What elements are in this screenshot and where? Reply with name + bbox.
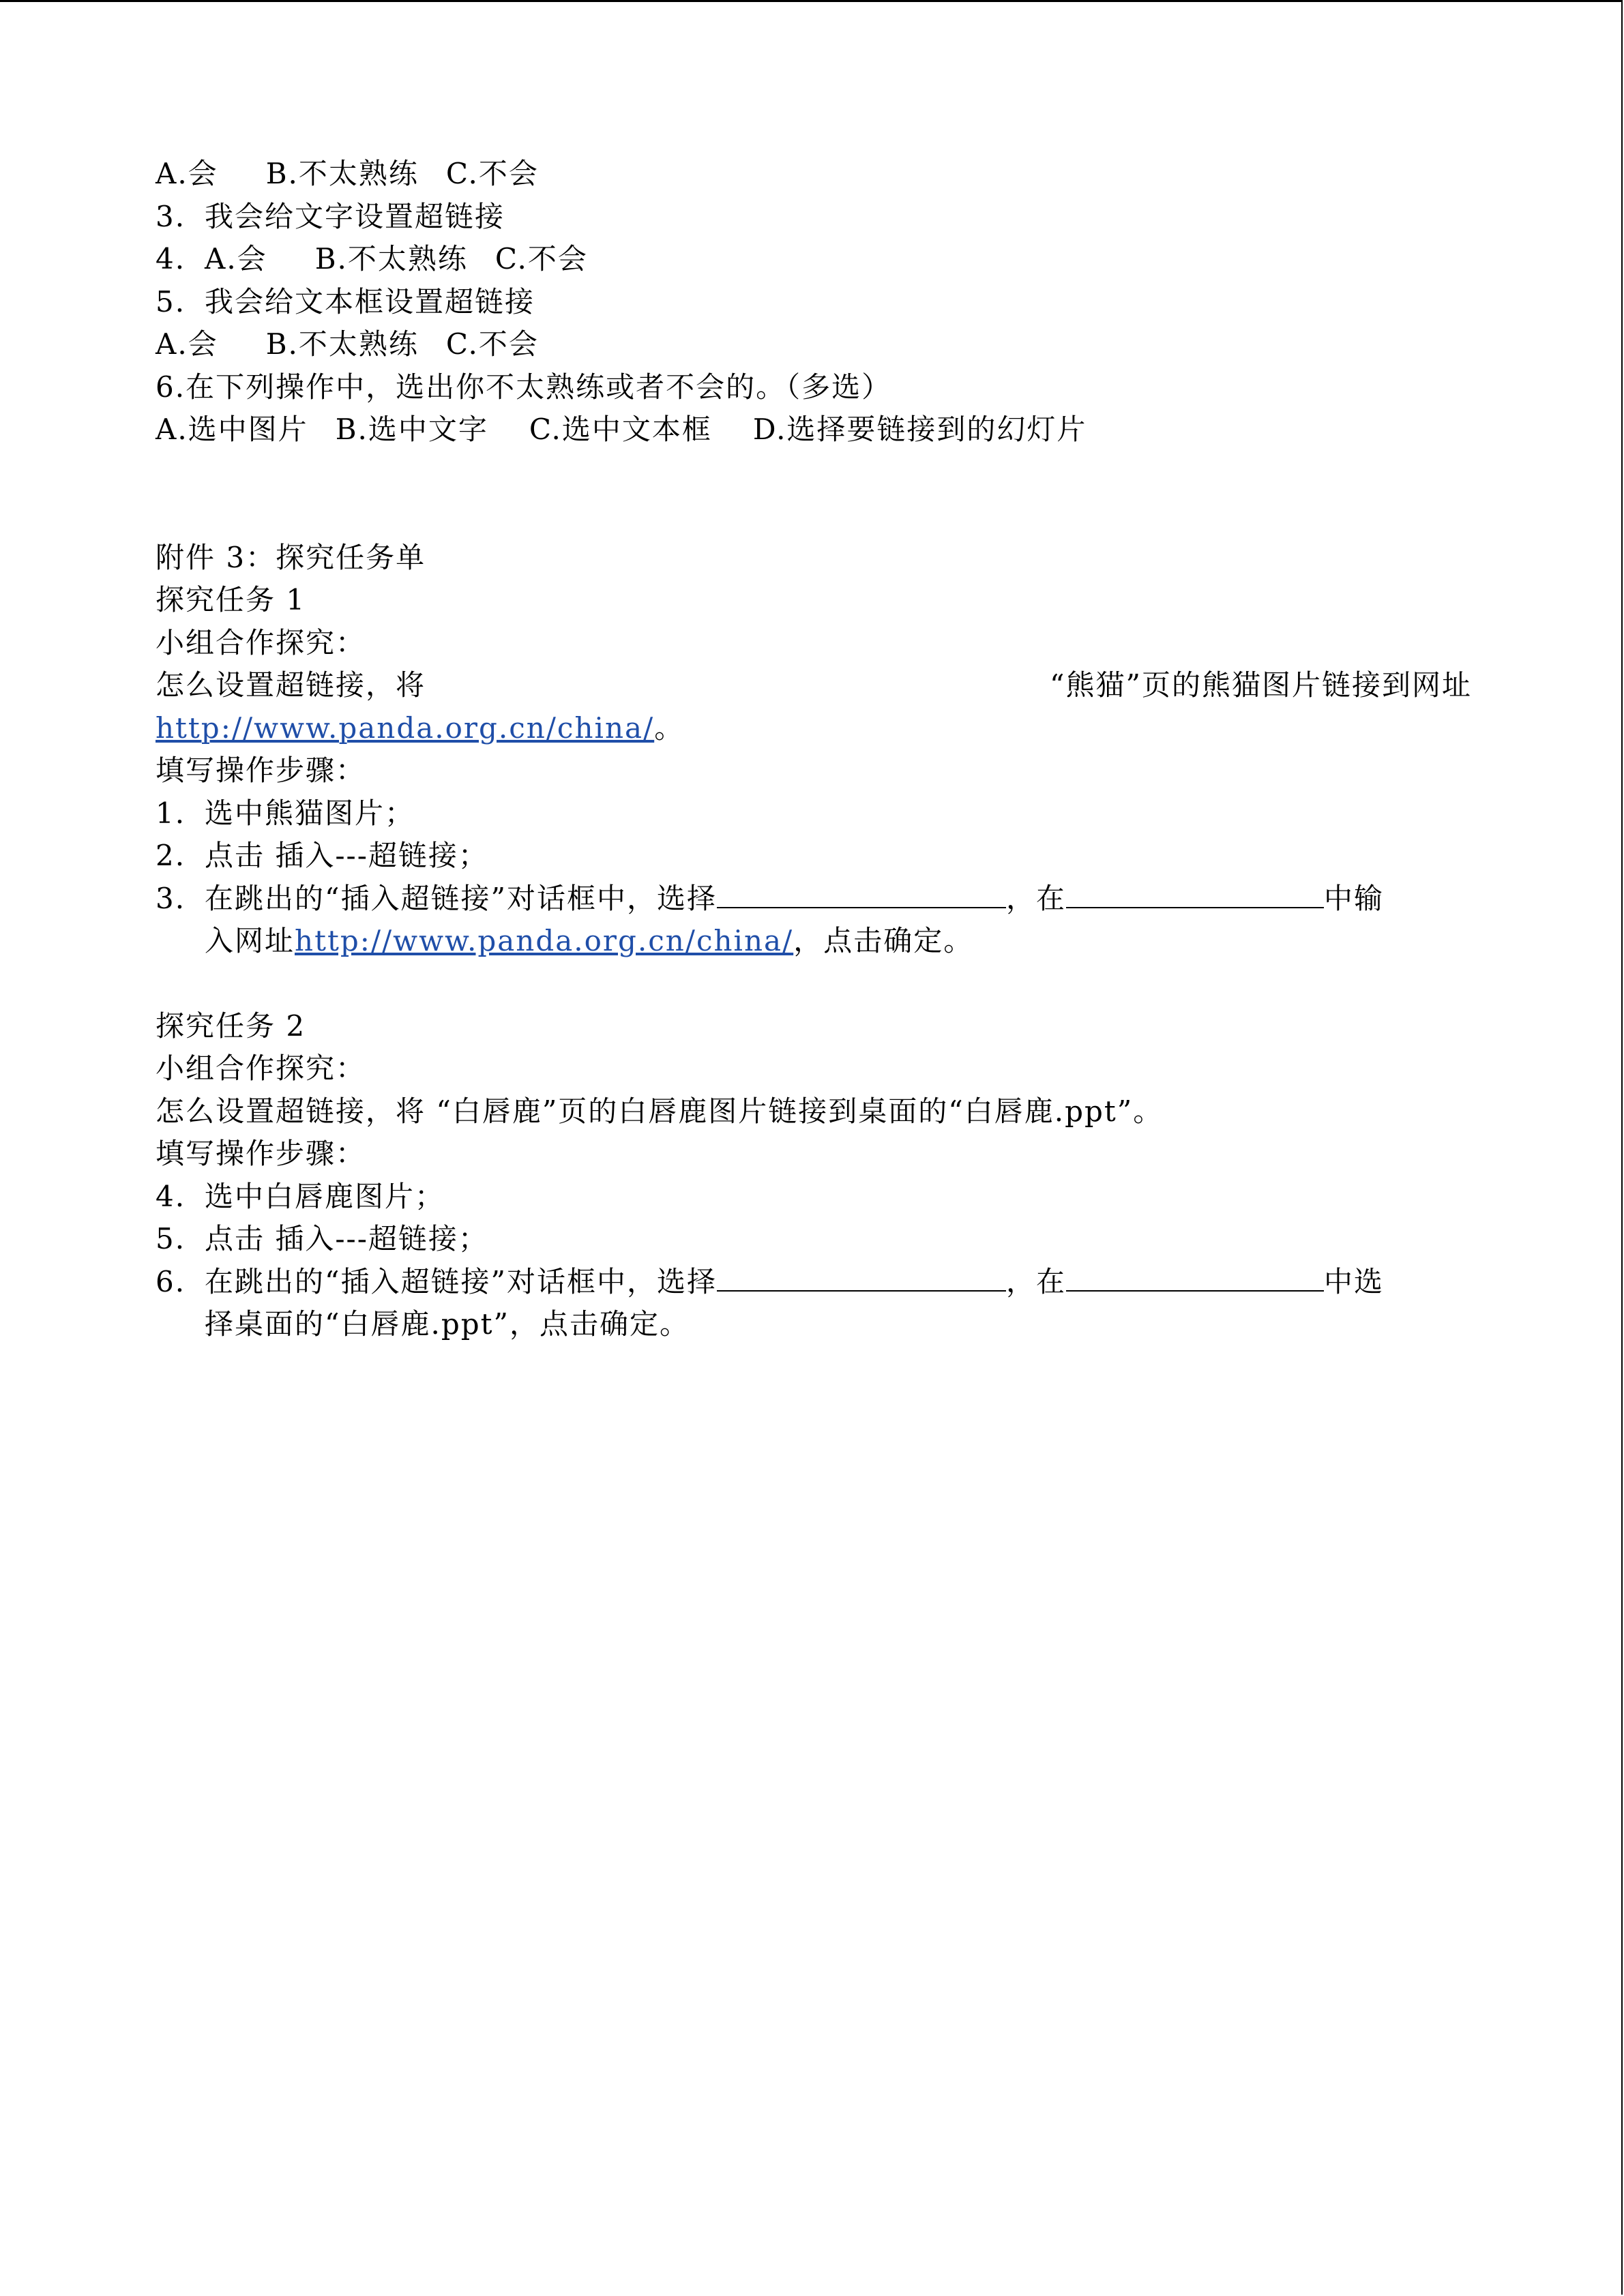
- panda-url-link[interactable]: http://www.panda.org.cn/china/: [156, 711, 655, 745]
- option-b: B.不太熟练: [314, 242, 468, 275]
- task-1-subtitle: 小组合作探究：: [156, 625, 366, 659]
- step-text: 在跳出的“插入超链接”对话框中，选择: [205, 1264, 717, 1298]
- step-text: 入网址: [205, 924, 295, 957]
- task-2-description: 怎么设置超链接，将 “白唇鹿”页的白唇鹿图片链接到桌面的“白唇鹿.ppt”。: [156, 1094, 1164, 1128]
- step-number: 3.: [156, 881, 186, 915]
- task-1-step: [156, 792, 1472, 835]
- option-b: B.不太熟练: [265, 157, 419, 190]
- question-number: 5.: [156, 284, 186, 318]
- fill-in-blank[interactable]: [717, 1262, 1006, 1292]
- question-number: 4.: [156, 242, 186, 275]
- step-text: 选中熊猫图片；: [205, 796, 415, 830]
- step-text: ，在: [1005, 1264, 1066, 1298]
- option-a: A.会: [205, 242, 267, 275]
- task-1-step-3-continued: [156, 920, 1472, 963]
- step-text: 在跳出的“插入超链接”对话框中，选择: [205, 881, 717, 915]
- panda-url-link[interactable]: http://www.panda.org.cn/china/: [295, 924, 794, 957]
- fill-in-blank[interactable]: [717, 878, 1006, 908]
- question-3: [156, 196, 1472, 239]
- option-c: C.不会: [445, 157, 539, 190]
- option-c: C.选中文本框: [529, 413, 712, 446]
- fill-in-blank[interactable]: [1066, 878, 1324, 908]
- option-c: C.不会: [445, 327, 539, 361]
- document-body: [156, 153, 1472, 1346]
- question-text: 我会给文字设置超链接: [205, 199, 505, 233]
- step-text: 择桌面的“白唇鹿.ppt”，点击确定。: [205, 1307, 690, 1341]
- task-1-title: 探究任务 1: [156, 583, 306, 616]
- option-c: C.不会: [494, 242, 588, 275]
- question-5-options: [156, 323, 1472, 366]
- option-a: A.选中图片: [156, 413, 308, 446]
- task-2-step: [156, 1176, 1472, 1219]
- step-text: 点击 插入---超链接；: [205, 839, 488, 872]
- question-2-options: [156, 153, 1472, 196]
- task-1-description-right: “熊猫”页的熊猫图片链接到网址: [1050, 668, 1472, 702]
- step-text: 中输: [1323, 881, 1384, 915]
- step-text: ，在: [1005, 881, 1066, 915]
- question-number: 3.: [156, 199, 186, 233]
- option-b: B.选中文字: [335, 413, 488, 446]
- appendix-3-title: 附件 3：探究任务单: [156, 540, 426, 574]
- step-number: 4.: [156, 1179, 186, 1213]
- fill-in-blank[interactable]: [1066, 1262, 1324, 1292]
- step-text: 点击 插入---超链接；: [205, 1222, 488, 1255]
- question-text: 我会给文本框设置超链接: [205, 284, 535, 318]
- step-number: 6.: [156, 1264, 186, 1298]
- task-2-steps-label: 填写操作步骤：: [156, 1137, 366, 1170]
- question-6-options: [156, 408, 1472, 451]
- option-b: B.不太熟练: [265, 327, 419, 361]
- task-2-step: [156, 1218, 1472, 1261]
- option-d: D.选择要链接到的幻灯片: [752, 413, 1087, 446]
- url-suffix: 。: [654, 711, 685, 745]
- step-number: 2.: [156, 839, 186, 872]
- task-2-subtitle: 小组合作探究：: [156, 1052, 366, 1085]
- question-5: [156, 281, 1472, 324]
- step-number: 1.: [156, 796, 186, 830]
- task-1-step-3: [156, 878, 1472, 921]
- task-2-title: 探究任务 2: [156, 1009, 306, 1043]
- task-2-step-6: [156, 1261, 1472, 1304]
- task-1-step: [156, 835, 1472, 878]
- question-6: [156, 366, 1472, 409]
- question-text: 6.在下列操作中，选出你不太熟练或者不会的。（多选）: [156, 370, 892, 404]
- step-text: 中选: [1323, 1264, 1384, 1298]
- step-text: ，点击确定。: [793, 924, 974, 957]
- step-number: 5.: [156, 1222, 186, 1255]
- task-1-description: [156, 664, 1472, 707]
- task-1-description-left: 怎么设置超链接，将: [156, 668, 426, 702]
- option-a: A.会: [156, 157, 218, 190]
- step-text: 选中白唇鹿图片；: [205, 1179, 445, 1213]
- task-1-url-line: [156, 707, 1472, 750]
- option-a: A.会: [156, 327, 218, 361]
- question-4: [156, 238, 1472, 281]
- task-1-steps-label: 填写操作步骤：: [156, 754, 366, 787]
- task-2-step-6-continued: [156, 1303, 1472, 1346]
